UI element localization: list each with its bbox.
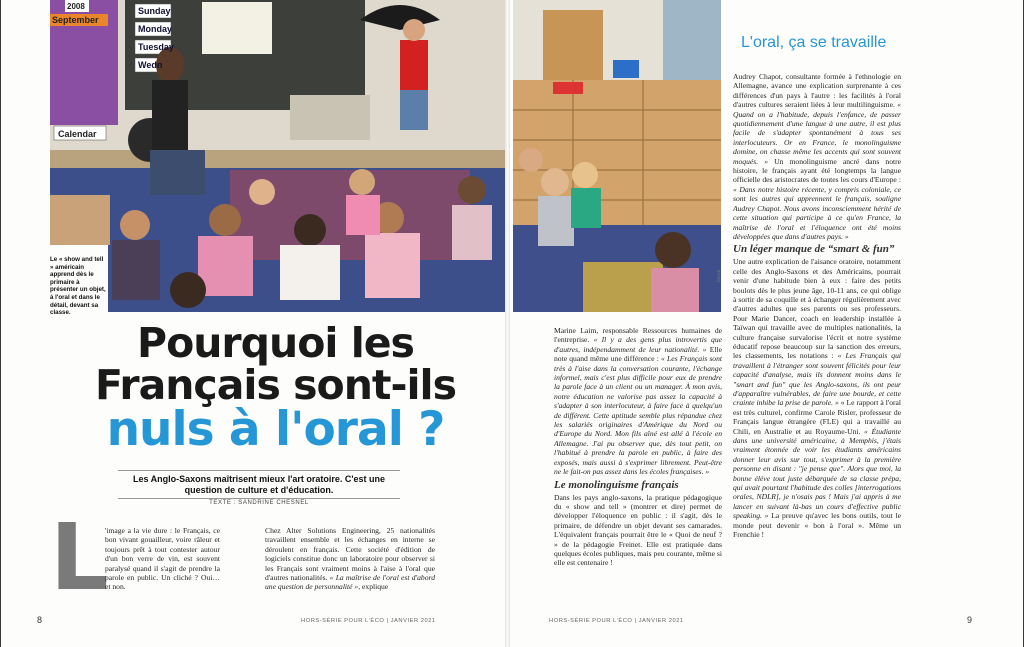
classroom-photo-right (513, 0, 721, 312)
headline-line-1: Pourquoi les (137, 319, 414, 367)
byline: TEXTE : SANDRINE CHESNEL (209, 500, 309, 506)
right-column-2-paragraph-2 (733, 257, 901, 539)
calendar-day-label: Sunday (138, 6, 171, 16)
marine-laim-quote: « Il y a des gens plus introvertis que d'autres, indépendamment de leur nationalité. » (554, 335, 722, 354)
calendar-day-label: Tuesday (138, 42, 174, 52)
left-column-2-text: Chez Alter Solutions Engineering, 25 nationalités travaillent ensemble et les échanges en interne se déroulent en français. Cette société d'édition de logiciels constitue donc un laboratoire pour observer si les Français sont vraiment moins à l'aise à l'oral que d'autres nationalités. (265, 526, 435, 583)
petits-boulots-text: Une autre explication de l'aisance oratoire, notamment celle des Anglo-Saxons et des Américains, pourrait venir d'une habitude bien à eux : faire des petits boulots dès le plus jeune âge, 10-11 ans, ce qui oblige à sortir de sa coquille et à échanger régulièrement avec d'autres adultes que ses parents ou ses professeurs. Pour Marie Dancer, coach en leadership installée à Taïwan qui travaille avec de multiples nationalités, la culture française survalorise l'écrit et notre système éducatif repose beaucoup sur la sanction des erreurs, les classements, les notations : (733, 257, 901, 361)
left-column-1 (105, 526, 220, 592)
photo-credit: iStock (716, 269, 721, 282)
right-column-1-paragraph-1 (554, 326, 722, 477)
calendar-day-label: Wedn (138, 60, 163, 70)
audrey-chapot-intro: Audrey Chapot, consultante formée à l'ethnologie en Allemagne, avance une explication surprenante à ces différences d'un pays à l'autre : les facilités à l'oral d'autres cultures seraient liées à leur multilinguisme. (733, 72, 901, 110)
right-column-2-paragraph-1 (733, 72, 901, 241)
page-number-right: 9 (967, 615, 973, 625)
calendar-year-label: 2008 (67, 2, 85, 11)
classroom-photo-left (50, 0, 506, 312)
calendar-month-label: September (52, 15, 99, 25)
show-and-tell-paragraph: Dans les pays anglo-saxons, la pratique pédagogique du « show and tell » (montrer et dire) permet de développer l'éloquence en public : il s'agit, dès le primaire, de défendre un objet devant ses camarades. L'équivalent français pourrait être le « Quoi de neuf ? » de la pédagogie Freinet. Elle est pratiquée dans quelques écoles publiques, mais peu courante, même si elle est centenaire ! (554, 492, 722, 568)
running-head-left: HORS-SÉRIE POUR L'ÉCO | JANVIER 2021 (301, 618, 436, 624)
running-head-right: HORS-SÉRIE POUR L'ÉCO | JANVIER 2021 (549, 618, 684, 624)
left-column-2-tail: explique (362, 582, 389, 592)
standfirst-top-rule (118, 470, 400, 471)
standfirst-bottom-rule (118, 498, 400, 499)
right-page (509, 0, 1023, 647)
headline-line-2: Français sont-ils (94, 361, 457, 409)
monolinguism-lead-in: Un monolinguisme ancré dans notre histoire, le français ayant été longtemps la langue officielle des aristocrates de toutes les cours d'Europe : (733, 156, 901, 185)
marie-dancer-quote: « Les Français qui travaillent à l'étranger sont souvent félicités pour leur capacité d'analyse, mais ils donnent moins dans le "smart and fun" que les Anglo-saxons, ils ont peur d'apparaître vulnérables, de faire une bourde, et cette crainte inhibe la prise de parole. » (733, 351, 901, 408)
magazine-spread (1, 0, 1023, 647)
headline (53, 319, 498, 457)
multilingual-quote: « Quand on a l'habitude, depuis l'enfance, de passer quotidiennement d'une langue à une autre, il est plus facile de s'adapter spontanément à tous ses interlocuteurs. Or en France, le monolinguisme domine, on chasse même les accents qui sont souvent moqués. » (733, 100, 901, 166)
calendar-day-label: Monday (138, 24, 173, 34)
intro-paragraph: 'image a la vie dure : le Français, ce bon vivant gouailleur, voire râleur et toujours prêt à tout contester autour d'un bon verre de vin, est souvent paralysé quand il s'agit de prendre la parole en public. Un cliché ? Oui… et non. (105, 526, 220, 592)
subhead-monolinguisme: Le monolinguisme français (554, 478, 679, 491)
calendar-title-label: Calendar (58, 129, 97, 139)
difference-quote: « Les Français sont très à l'aise dans la conversation courante, l'échange informel, mais c'est plus difficile pour eux de prendre la parole face à un client ou un manager. À mon avis, notre éducation ne valorise pas assez la capacité à s'adapter à son interlocuteur, à faire face à quelqu'un de différent. Cette aptitude semble plus répandue chez les salariés originaires d'Amérique du Nord ou d'Europe du Nord. Mon fils aîné est allé à l'école en Allemagne. J'ai pu observer que, dès tout petit, on l'habitué à prendre la parole en public, à faire des exposés, mais aussi à s'exprimer librement. Peut-être ne le fait-on pas assez dans les écoles françaises. » (554, 354, 722, 477)
memphis-quote: « Étudiante dans une université américaine, à Memphis, j'étais vraiment étonnée de voir les étudiants américains donner leur avis sur tout, s'exprimer à la première personne en disant : "je pense que". Alors que moi, la bonne élève tout juste débarquée de sa classe prépa, qui avait pourtant l'habitude des colles [interrogations orales, NDLR], je n'osais pas ! Mais j'ai appris à me lancer en suivant là-bas un cours d'effective public speaking. » (733, 426, 902, 521)
conclusion-text: La preuve qu'avec les bons outils, tout le monde peut devenir « bon à l'oral ». Même un Frenchie ! (733, 511, 902, 540)
sidebar-kicker: L'oral, ça se travaille (741, 34, 887, 51)
marine-laim-intro: Marine Laim, responsable Ressources humaines de l'entreprise. (554, 326, 722, 345)
left-column-2-quote: « La maîtrise de l'oral est d'abord une question de personnalité », (265, 573, 435, 592)
left-column-2-paragraph (265, 526, 435, 592)
history-quote: « Dans notre histoire récente, y compris coloniale, ce sont les autres qui apprennent le français, souligne Audrey Chapot. Nous avons inconsciemment hérité de cette situation qui participe à ce qu'en France, la maîtrise de l'oral et l'éloquence ont été moins développées que dans d'autres pays. » (733, 184, 901, 241)
page-number-left: 8 (37, 615, 43, 625)
carole-risler-intro: « Le rapport à l'oral est très culturel, confirme Carole Risler, professeur de Français langue étrangère (FLE) qui a travaillé au Chili, en Australie et au Royaume-Uni. (733, 398, 901, 436)
right-column-1 (554, 326, 722, 568)
photo-caption: Le « show and tell » américain apprend dès le primaire à présenter un objet, à l'oral et dans le détail, devant sa classe. (50, 256, 106, 317)
right-column-2 (733, 72, 901, 540)
left-column-2 (265, 526, 435, 592)
drop-cap: L (50, 504, 109, 611)
difference-lead-in: Elle note quand même une différence : (554, 344, 722, 364)
headline-line-3: nuls à l'oral ? (106, 402, 445, 457)
subhead-smart-fun: Un léger manque de “smart & fun” (733, 243, 895, 256)
left-page (1, 0, 506, 647)
standfirst: Les Anglo-Saxons maîtrisent mieux l'art oratoire. C'est une question de culture et d'éducation. (132, 474, 385, 495)
